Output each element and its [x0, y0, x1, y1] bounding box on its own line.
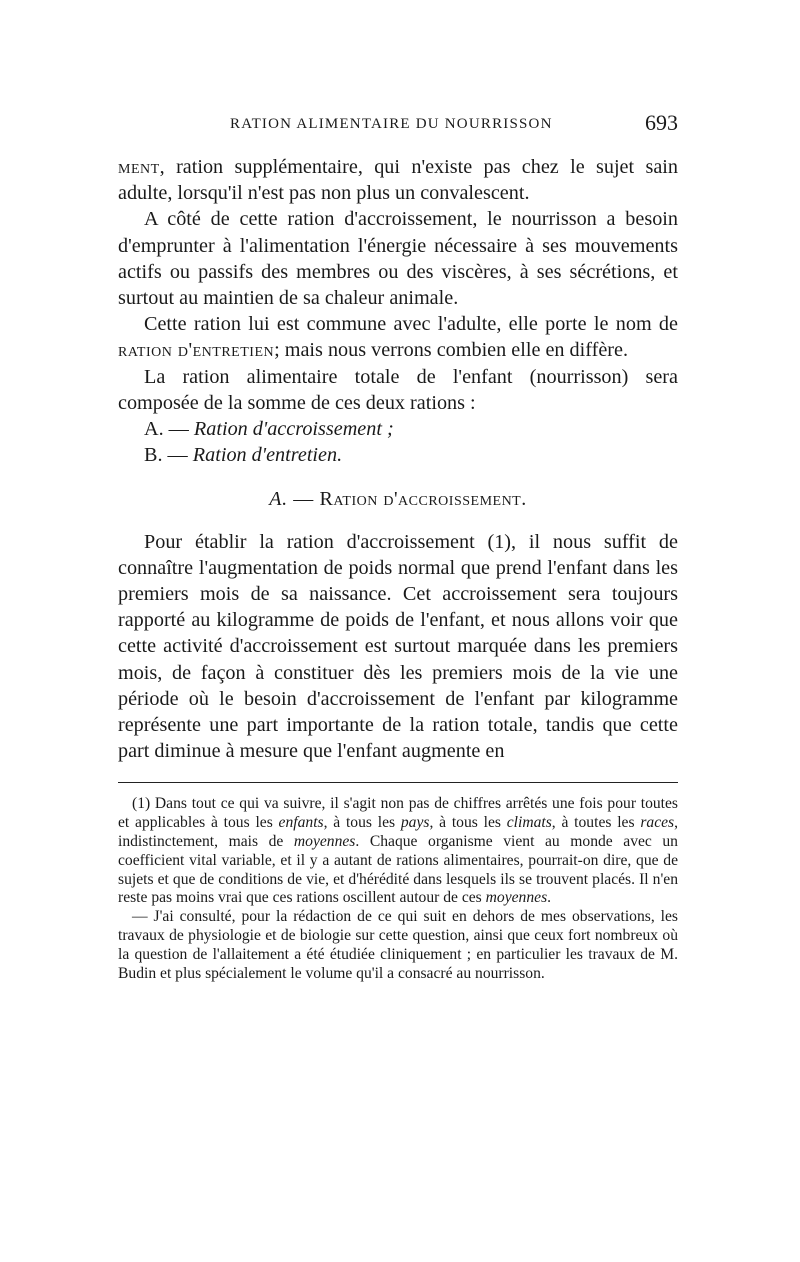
- paragraph-1: [118, 154, 678, 206]
- footnote-1-part-g: , à toutes les: [551, 814, 641, 832]
- footnote-1-enfants: enfants: [278, 814, 324, 832]
- list-label-b: Ration d'entretien.: [192, 444, 343, 467]
- book-page: [118, 110, 678, 983]
- footnote-1-moyennes-2: moyennes: [485, 889, 548, 907]
- small-caps-ment: ment: [118, 156, 160, 178]
- paragraph-1-text: , ration supplémentaire, qui n'existe pas chez le sujet sain adulte, lorsqu'il n'est pas non plus un convalescent.: [118, 156, 678, 205]
- paragraph-4: La ration alimentaire totale de l'enfant (nourrisson) sera composée de la somme de ces deux rations :: [118, 365, 678, 414]
- footnote-1-moyennes: moyennes: [293, 833, 356, 851]
- ration-entretien-term: ration d'entretien: [118, 339, 275, 362]
- list-item-a: [118, 416, 678, 442]
- running-head: [118, 110, 678, 140]
- footnotes: [118, 795, 678, 983]
- footnote-1-part-i: , indistinctement, mais de: [118, 814, 679, 851]
- footnote-1-part-k: . Chaque organisme vient au monde avec un coefficient vital variable, et il y a autant de rations alimentaires, pourrait-on dire, que de sujets et que de conditions de vie, et d'hérédité dans lesquels ils se trouvent placés. Il n'en reste pas moins vrai que ces rations oscillent autour de ces: [118, 833, 678, 907]
- list-letter-a: A. —: [144, 418, 194, 441]
- list-item-b: [118, 442, 678, 468]
- paragraph-2: A côté de cette ration d'accroissement, le nourrisson a besoin d'emprunter à l'alimentation l'énergie nécessaire à ses mouvements actifs ou passifs des membres ou des viscères, à ses sécrétions, et surtout au maintien de sa chaleur animale.: [118, 208, 678, 310]
- list-letter-b: B. —: [144, 444, 193, 467]
- list-label-a: Ration d'accroissement ;: [193, 418, 394, 441]
- footnote-1-races: races: [640, 814, 675, 832]
- paragraph-3: [118, 311, 678, 363]
- paragraph-5: Pour établir la ration d'accroissement (1), il nous suffit de connaître l'augmentation de poids normal que prend l'enfant dans les premiers mois de sa naissance. Cet accroissement sera toujours rapporté au kilogramme de poids de l'enfant, et nous allons voir que cette activité d'accroissement est surtout marquée dans les premiers mois, de façon à constituer dès les premiers mois de la vie une période où le besoin d'accroissement de l'enfant par kilogramme représente une part importante de la ration totale, tandis que cette part diminue à mesure que l'enfant augmente en: [118, 530, 678, 763]
- paragraph-3-before: Cette ration lui est commune avec l'adulte, elle porte le nom de: [144, 313, 678, 336]
- footnote-2: — J'ai consulté, pour la rédaction de ce qui suit en dehors de mes observations, les travaux de physiologie et de biologie sur cette question, ainsi que ceux fort nombreux où la question de l'allaitement a été étudiée cliniquement ; en particulier les travaux de M. Budin et plus spécialement le volume qu'il a consacré au nourrisson.: [118, 908, 678, 982]
- section-title: Ration d'accroissement.: [319, 488, 527, 511]
- section-heading: [118, 486, 678, 512]
- main-text: [118, 154, 678, 764]
- footnote-1-end: .: [547, 889, 552, 907]
- footnote-divider: [118, 782, 678, 783]
- running-title: RATION ALIMENTAIRE DU NOURRISSON: [230, 116, 553, 132]
- paragraph-3-after: ; mais nous verrons combien elle en diffère.: [274, 339, 629, 362]
- page-number: 693: [645, 110, 678, 135]
- footnote-1-part-c: , à tous les: [323, 814, 401, 832]
- section-letter: A.: [269, 488, 288, 511]
- footnote-1-climats: climats: [506, 814, 552, 832]
- footnote-1: [118, 795, 678, 908]
- section-dash: —: [287, 488, 320, 511]
- footnote-1-part-a: (1) Dans tout ce qui va suivre, il s'agit non pas de chiffres arrêtés une fois pour toutes et applicables à tous les: [118, 795, 678, 832]
- footnote-1-pays: pays: [400, 814, 430, 832]
- footnote-1-part-e: , à tous les: [429, 814, 507, 832]
